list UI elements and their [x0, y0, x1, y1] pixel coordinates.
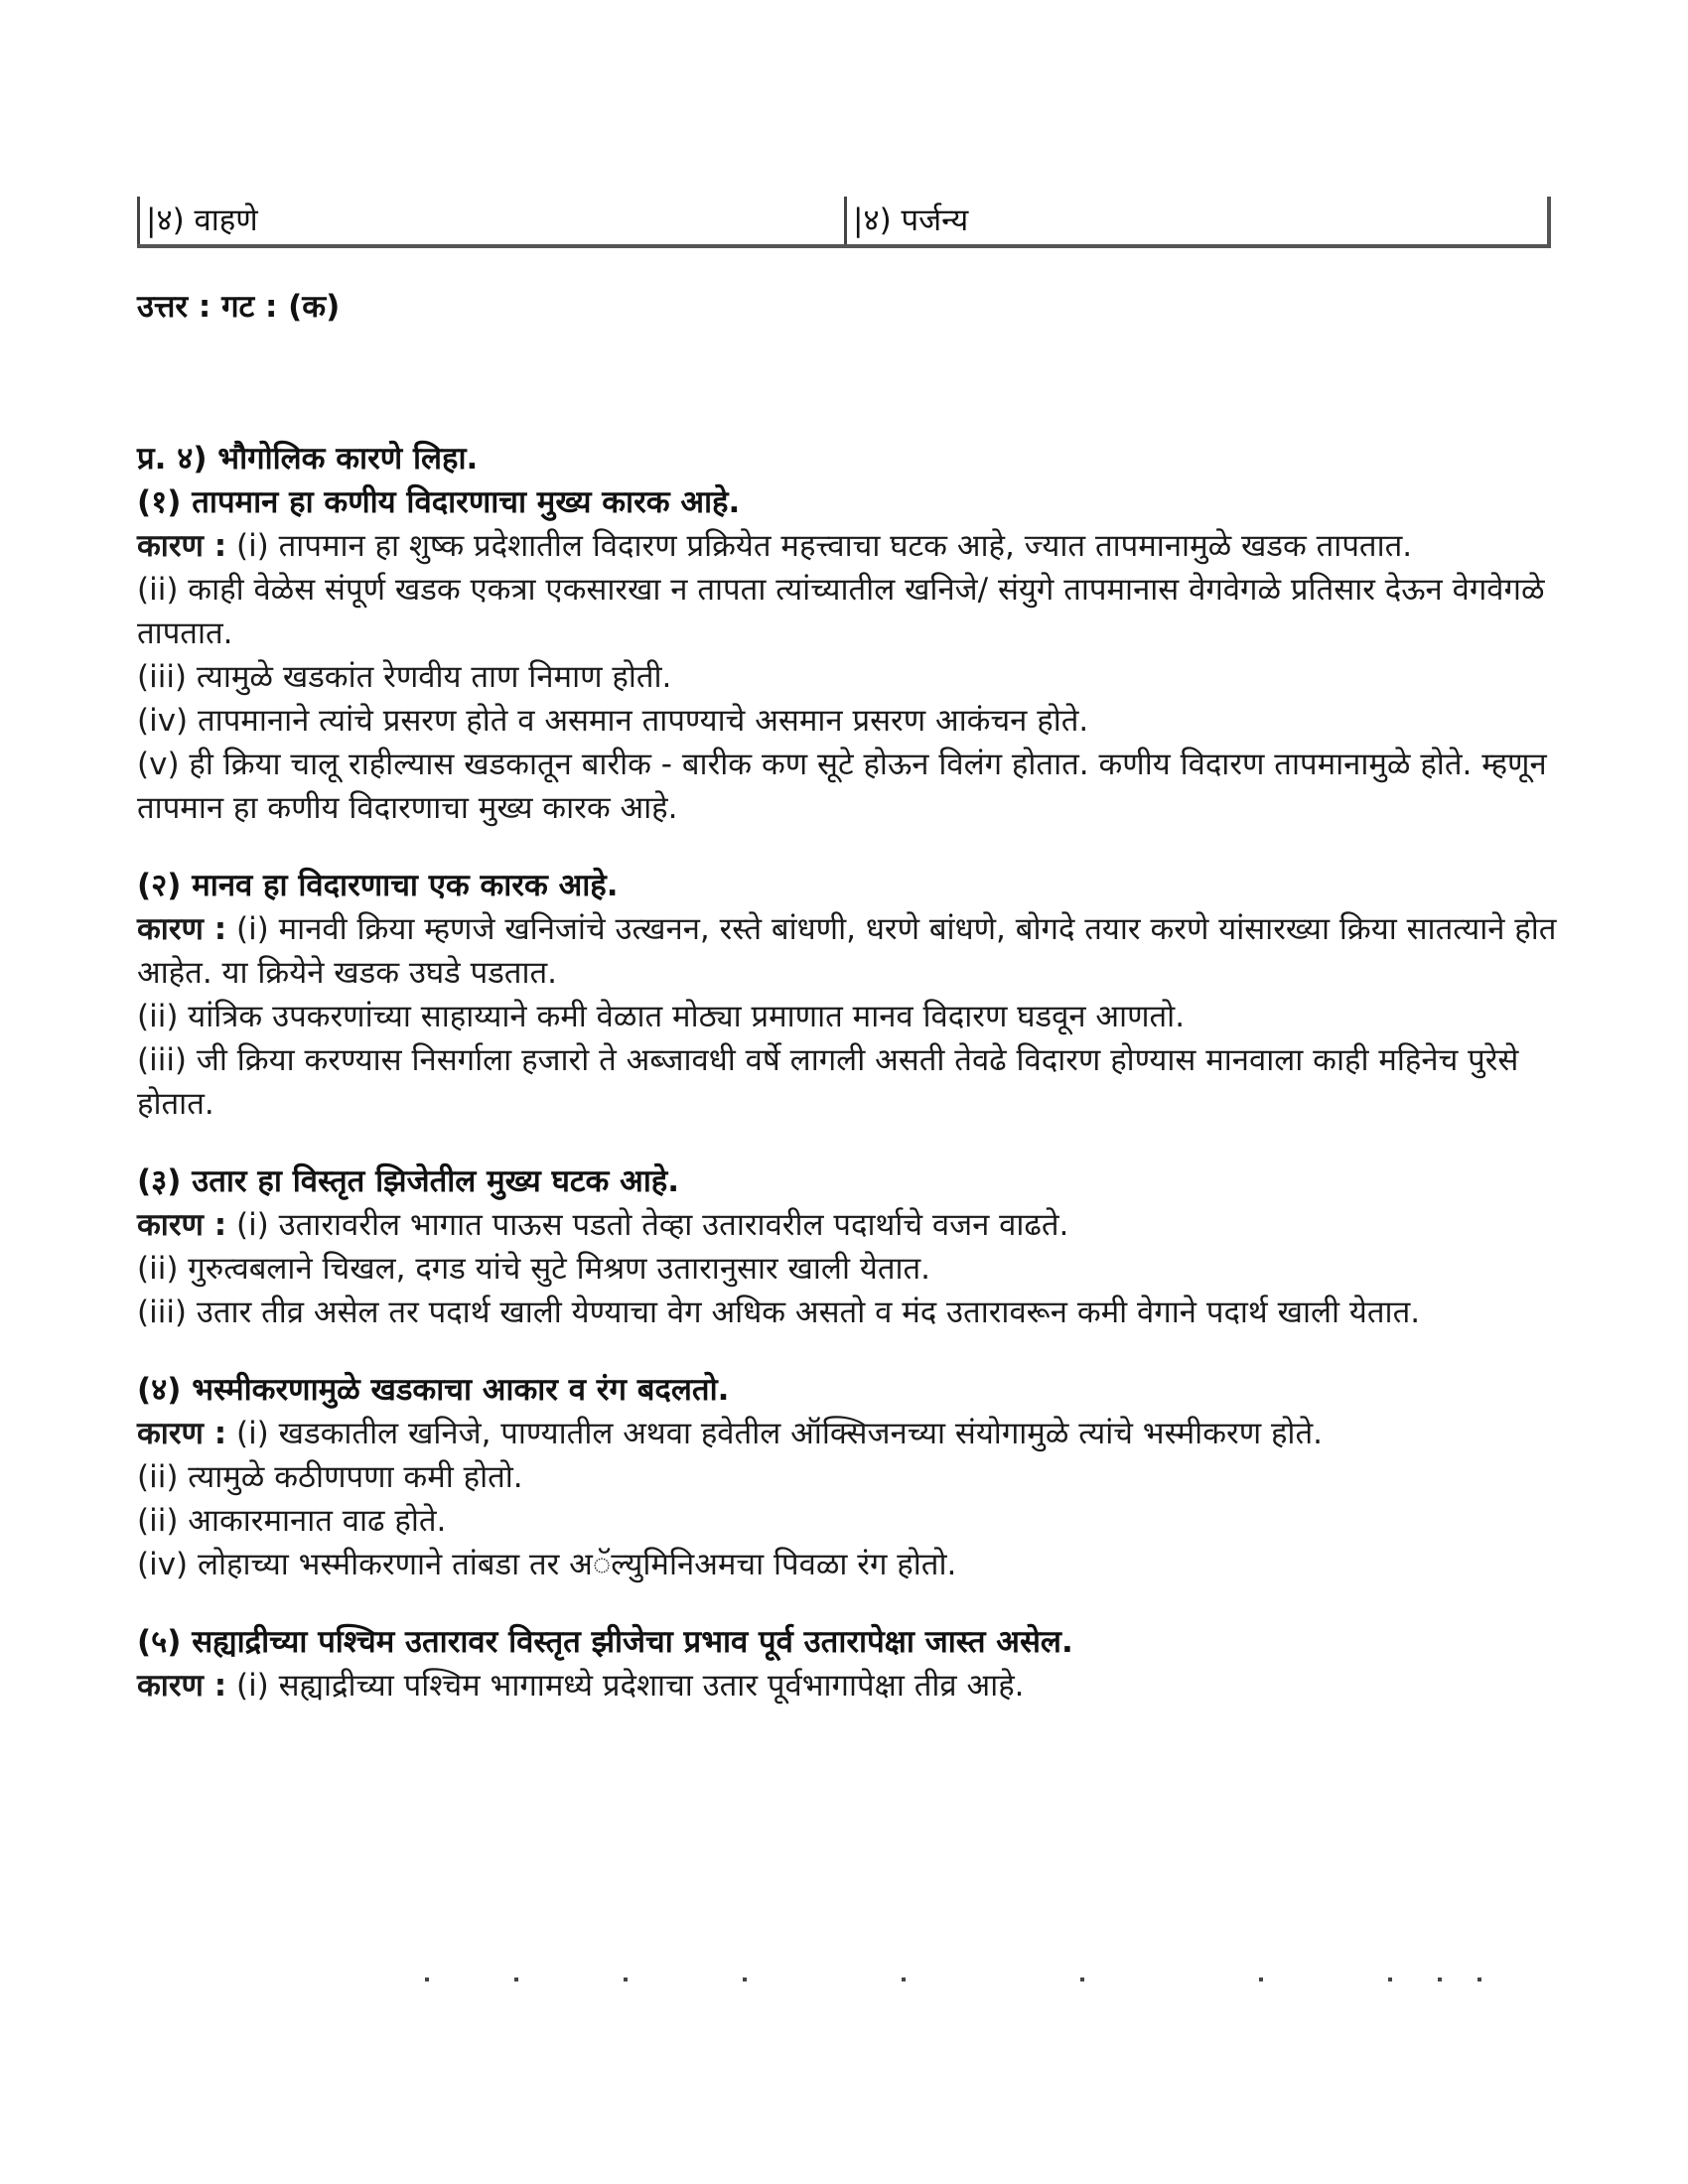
- section-line: [137, 1203, 1557, 1247]
- section-line: (ii) काही वेळेस संपूर्ण खडक एकत्रा एकसारखा न तापता त्यांच्यातील खनिजे/ संयुगे तापमानास वेगवेगळे प्रतिसार देऊन वेगवेगळे तापतात.: [137, 572, 1545, 651]
- table-cell-right: |४) पर्जन्य: [844, 197, 1551, 244]
- section-line: [137, 1664, 1557, 1707]
- section-line: (ii) आकारमानात वाढ होते.: [137, 1503, 447, 1539]
- question-heading: प्र. ४) भौगोलिक कारणे लिहा.: [137, 441, 479, 477]
- cutoff-mark: [902, 1978, 906, 1981]
- section-title: (४) भस्मीकरणामुळे खडकाचा आकार व रंग बदलतो.: [137, 1372, 730, 1408]
- section-line: (iv) लोहाच्या भस्मीकरणाने तांबडा तर अॅल्युमिनिअमचा पिवळा रंग होतो.: [137, 1547, 957, 1582]
- cutoff-mark: [1388, 1978, 1392, 1981]
- reason-label: कारण :: [137, 1416, 227, 1451]
- reason-section-3: [137, 1160, 1557, 1334]
- reason-label: कारण :: [137, 528, 227, 564]
- reason-label: कारण :: [137, 1207, 227, 1243]
- cutoff-mark: [1438, 1978, 1442, 1981]
- cutoff-mark: [1080, 1978, 1084, 1981]
- reason-section-5: [137, 1620, 1557, 1707]
- section-line: [137, 1412, 1557, 1455]
- section-line-text: (i) तापमान हा शुष्क प्रदेशातील विदारण प्रक्रियेत महत्त्वाचा घटक आहे, ज्यात तापमानामुळे खडक तापतात.: [226, 528, 1413, 564]
- section-line: [137, 907, 1557, 995]
- reason-section-1: [137, 480, 1557, 830]
- section-line: (ii) त्यामुळे कठीणपणा कमी होतो.: [137, 1459, 523, 1495]
- cutoff-mark: [743, 1978, 747, 1981]
- document-page: [137, 0, 1559, 2184]
- reason-label: कारण :: [137, 911, 227, 947]
- section-line: (ii) यांत्रिक उपकरणांच्या साहाय्याने कमी वेळात मोठ्या प्रमाणात मानव विदारण घडवून आणतो.: [137, 999, 1186, 1034]
- question-content: [137, 437, 1557, 1707]
- section-line: (iii) उतार तीव्र असेल तर पदार्थ खाली येण्याचा वेग अधिक असतो व मंद उतारावरून कमी वेगाने पदार्थ खाली येतात.: [137, 1295, 1421, 1330]
- section-line: (v) ही क्रिया चालू राहील्यास खडकातून बारीक - बारीक कण सूटे होऊन विलंग होतात. कणीय विदारण तापमानामुळे होते. म्हणून तापमान हा कणीय विदारणाचा मुख्य कारक आहे.: [137, 747, 1547, 826]
- cutoff-mark: [425, 1978, 429, 1981]
- cutoff-mark: [1259, 1978, 1263, 1981]
- section-line: (iii) त्यामुळे खडकांत रेणवीय ताण निमाण होती.: [137, 659, 672, 695]
- section-line: (iv) तापमानाने त्यांचे प्रसरण होते व असमान तापण्याचे असमान प्रसरण आकंचन होते.: [137, 703, 1089, 739]
- section-line: (ii) गुरुत्वबलाने चिखल, दगड यांचे सुटे मिश्रण उतारानुसार खाली येतात.: [137, 1251, 931, 1287]
- table-cell-left: |४) वाहणे: [137, 197, 844, 244]
- section-line-text: (i) खडकातील खनिजे, पाण्यातील अथवा हवेतील ऑक्सिजनच्या संयोगामुळे त्यांचे भस्मीकरण होते.: [226, 1416, 1323, 1451]
- reason-section-2: [137, 864, 1557, 1126]
- reason-label: कारण :: [137, 1668, 227, 1704]
- section-line-text: (i) सह्याद्रीच्या पश्चिम भागामध्ये प्रदेशाचा उतार पूर्वभागापेक्षा तीव्र आहे.: [226, 1668, 1025, 1704]
- section-title: (१) तापमान हा कणीय विदारणाचा मुख्य कारक आहे.: [137, 484, 741, 520]
- section-line: [137, 524, 1557, 568]
- section-line-text: (i) उतारावरील भागात पाऊस पडतो तेव्हा उतारावरील पदार्थाचे वजन वाढते.: [226, 1207, 1069, 1243]
- reason-section-4: [137, 1368, 1557, 1586]
- cutoff-mark: [514, 1978, 518, 1981]
- cutoff-mark: [1477, 1978, 1481, 1981]
- cut-off-text-line: [385, 1978, 1537, 1983]
- section-line: (iii) जी क्रिया करण्यास निसर्गाला हजारो ते अब्जावधी वर्षे लागली असती तेवढे विदारण होण्यास मानवाला काही महिनेच पुरेसे होतात.: [137, 1042, 1519, 1122]
- options-table-row: [137, 197, 1551, 248]
- section-title: (३) उतार हा विस्तृत झिजेतील मुख्य घटक आहे.: [137, 1163, 680, 1199]
- cutoff-mark: [624, 1978, 628, 1981]
- section-line-text: (i) मानवी क्रिया म्हणजे खनिजांचे उत्खनन, रस्ते बांधणी, धरणे बांधणे, बोगदे तयार करणे यांसारख्या क्रिया सातत्याने होत आहेत. या क्रियेने खडक उघडे पडतात.: [137, 911, 1557, 991]
- section-title: (५) सह्याद्रीच्या पश्चिम उतारावर विस्तृत झीजेचा प्रभाव पूर्व उतारापेक्षा जास्त असेल.: [137, 1624, 1073, 1660]
- answer-heading: उत्तर : गट : (क): [137, 289, 341, 325]
- section-title: (२) मानव हा विदारणाचा एक कारक आहे.: [137, 868, 619, 903]
